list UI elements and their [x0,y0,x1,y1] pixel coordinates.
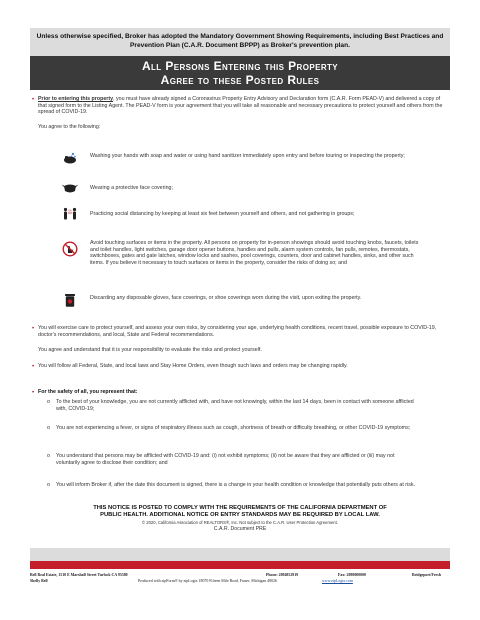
circle-bullet: o [47,399,51,405]
bullet-dot: • [32,390,35,396]
rule-text-2: Wearing a protective face covering; [90,185,173,191]
rule-text-5: Discarding any disposable gloves, face coverings, or shoe coverings worn during the visit, upon exiting the property. [90,295,362,301]
representation-4: You will inform Broker if, after the date this document is signed, there is a change in your health condition or knowledge that potentially puts others at risk. [56,482,416,488]
compliance-notice [30,505,450,532]
hand-washing-icon [62,150,78,166]
rule-text-1: Washing your hands with soap and water or using hand sanitizer immediately upon entry and before touring or inspecting the property; [90,153,405,159]
no-touch-icon [62,241,78,257]
footer-fax: Fax: 2090000000 [338,573,366,577]
title-line-1: All Persons Entering this Property [141,59,339,73]
representation-1: To the best of your knowledge, you are not currently afflicted with, and have not knowingly, within the last 14 days, been in contact with someone afflicted with, COVID-19; [56,399,414,412]
notice-line-1: THIS NOTICE IS POSTED TO COMPLY WITH THE REQUIREMENTS OF THE CALIFORNIA DEPARTMENT OF [93,505,387,511]
title-band [30,56,450,90]
trash-bin-icon [62,292,78,308]
copyright-text: © 2020, California Association of REALTORS®, Inc. Not subject to the C.A.R. User Protection Agreement. [142,520,338,525]
agree-heading: You agree to the following: [38,124,101,130]
top-notice-text: Unless otherwise specified, Broker has adopted the Mandatory Government Showing Requirements, including Best Practices and Prevention Plan (C.A.R. Document BPPP) as Broker's prevention plan. [36,33,444,49]
safety-heading: For the safety of all, you represent that: [38,389,138,395]
care-paragraph: You will exercise care to protect yourself, and assess your own risks, by considering your age, underlying health conditions, recent travel, possible exposure to COVID-19, doctor's recommendations, and local, State and Federal recommendations. [38,325,437,338]
representation-2: You are not experiencing a fever, or signs of respiratory illness such as cough, shortness of breath or difficulty breathing, or other COVID-19 symptoms; [56,425,411,431]
svg-text:6ft: 6ft [68,209,72,213]
gray-footer-bar [30,548,450,561]
social-distance-icon [62,206,78,222]
intro-rest: , you must have already signed a Coronavirus Property Entry Advisory and Declaration form (C.A.R. Form PEAD-V) and delivered a copy of that signed form to the Listing Agent. The PEAD-V form is your agreement that you will take all reasonable and necessary precautions to protect yourself and others from the spread of COVID-19. [38,96,443,116]
red-footer-bar [30,561,450,569]
bullet-dot: • [32,364,35,370]
intro-bold: Prior to entering this property [38,96,114,102]
intro-paragraph [38,96,450,116]
follow-laws-paragraph: You will follow all Federal, State, and local laws and Stay Home Orders, even though such laws and orders may be changing rapidly. [38,363,348,369]
footer-site-link[interactable]: www.zipLogix.com [322,579,353,583]
rule-text-3: Practicing social distancing by keeping at least six feet between yourself and others, and not gathering in groups; [90,211,355,217]
face-mask-icon [62,180,78,196]
top-notice-band [30,28,450,56]
footer-agent: Shelly Bell [30,579,48,583]
footer-produced: Produced with zipForm® by zipLogix 18070 Fifteen Mile Road, Fraser, Michigan 48026 [138,579,277,583]
document-id: C.A.R. Document PRE [213,526,267,532]
footer-office: Bell Real Estate, 1510 E Marshall Street Turlock CA 95380 [30,573,128,577]
representation-3: You understand that persons may be afflicted with COVID-19 and: (i) not exhibit symptoms; (ii) not be aware that they are afflicted or (iii) may not voluntarily agree to disclose their condition; and [56,453,395,466]
bullet-dot: • [32,326,35,332]
footer-phone: Phone: 2094852919 [266,573,299,577]
bullet-dot: • [32,97,35,103]
circle-bullet: o [47,425,51,431]
footer-file: Bridgeport/Fresh [412,573,441,577]
title-line-2: Agree to these Posted Rules [160,73,320,87]
care-paragraph-2: You agree and understand that it is your responsibility to evaluate the risks and protect yourself. [38,347,262,353]
circle-bullet: o [47,453,51,459]
rule-text-4: Avoid touching surfaces or items in the property. All persons on property for in-person showings should avoid touching knobs, faucets, toilets and toilet handles, light switches, garage door opener buttons, handles and pulls, alarm system controls, fan pulls, remotes, thermostats, switchboxes, gates and gate latches, window locks and sashes, pool coverings, counters, door and cabinet handles, sinks, and other such items. If you believe it necessary to touch surfaces or items in the property, consider the risks of doing so; and [90,240,419,266]
notice-line-2: PUBLIC HEALTH. ADDITIONAL NOTICE OR ENTRY STANDARDS MAY BE REQUIRED BY LOCAL LAW. [100,512,380,518]
circle-bullet: o [47,482,51,488]
